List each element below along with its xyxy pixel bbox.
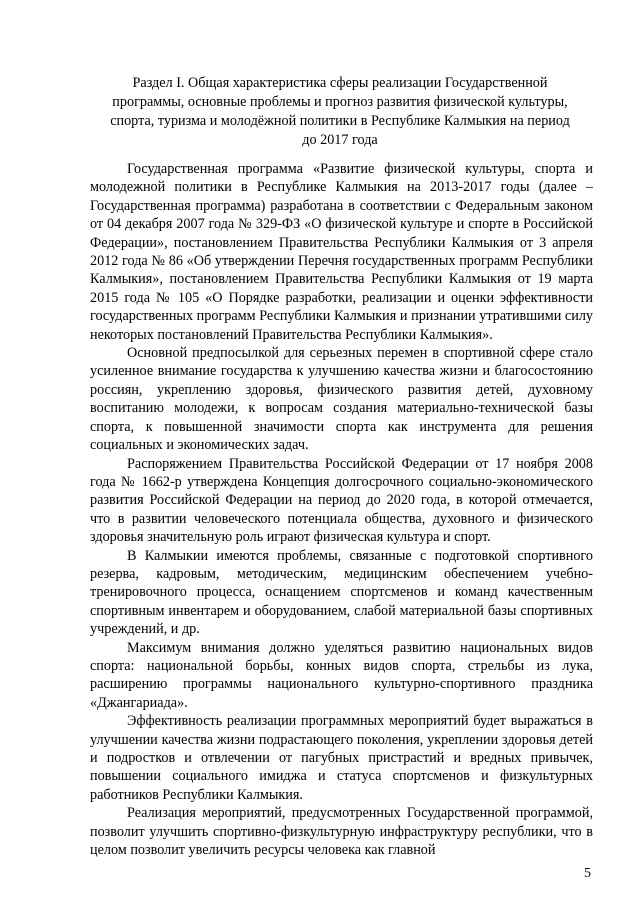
document-body (90, 160, 593, 859)
paragraph-implementation: Реализация мероприятий, предусмотренных Государственной программой, позволит улучшить спортивно-физкультурную инфраструктуру республики, что в целом позволит увеличить ресурсы человека как главной (90, 805, 593, 859)
paragraph-prerequisite: Основной предпосылкой для серьезных перемен в спортивной сфере стало усиленное внимание государства к улучшению качества жизни и благосостоянию россиян, укреплению здоровья, физического развития детей, духовному воспитанию молодежи, к вопросам создания материально-технической базы спорта, к повышенной значимости спорта как инструмента для решения социальных и экономических задач. (90, 345, 593, 454)
section-heading (88, 74, 592, 150)
heading-line: программы, основные проблемы и прогноз развития физической культуры, (112, 94, 568, 110)
heading-line: до 2017 года (302, 132, 378, 148)
paragraph-effectiveness: Эффективность реализации программных мероприятий будет выражаться в улучшении качества жизни подрастающего поколения, укреплении здоровья детей и подростков и отвлечении от пагубных пристрастий и вредных привычек, повышении социального имиджа и статуса спортсменов и физкультурных работников Республики Калмыкия. (90, 713, 593, 803)
paragraph-problems: В Калмыкии имеются проблемы, связанные с подготовкой спортивного резерва, кадровым, методическим, медицинским обеспечением учебно-тренировочного процесса, оснащением спортсменов и команд качественным спортивным инвентарем и оборудованием, слабой материальной базы спортивных учреждений, и др. (90, 547, 593, 638)
heading-line: спорта, туризма и молодёжной политики в Республике Калмыкия на период (110, 113, 570, 129)
paragraph-national-sports: Максимум внимания должно уделяться развитию национальных видов спорта: национальной борьбы, конных видов спорта, стрельбы из лука, расширению программы национального культурно-спортивного праздника «Джангариада». (90, 639, 593, 711)
page-number: 5 (584, 866, 591, 881)
paragraph-program-basis: Государственная программа «Развитие физической культуры, спорта и молодежной политики в Республике Калмыкия на 2013-2017 годы (далее – Государственная программа) разработана в соответствии с Федеральным законом от 04 декабря 2007 года № 329-ФЗ «О физической культуре и спорте в Российской Федерации», постановлением Правительства Республики Калмыкия от 3 апреля 2012 года № 86 «Об утверждении Перечня государственных программ Республики Калмыкия», постановлением Правительства Республики Калмыкия от 19 марта 2015 года № 105 «О Порядке разработки, реализации и оценки эффективности государственных программ Республики Калмыкия и признании утратившими силу некоторых постановлений Правительства Республики Калмыкия». (90, 161, 593, 343)
heading-line: Раздел I. Общая характеристика сферы реализации Государственной (132, 75, 548, 91)
paragraph-concept: Распоряжением Правительства Российской Федерации от 17 ноября 2008 года № 1662-р утверждена Концепция долгосрочного социально-экономического развития Российской Федерации на период до 2020 года, в которой отмечается, что в развитии человеческого потенциала общества, духовного и физического здоровья значительную роль играют физическая культура и спорт. (90, 455, 593, 546)
